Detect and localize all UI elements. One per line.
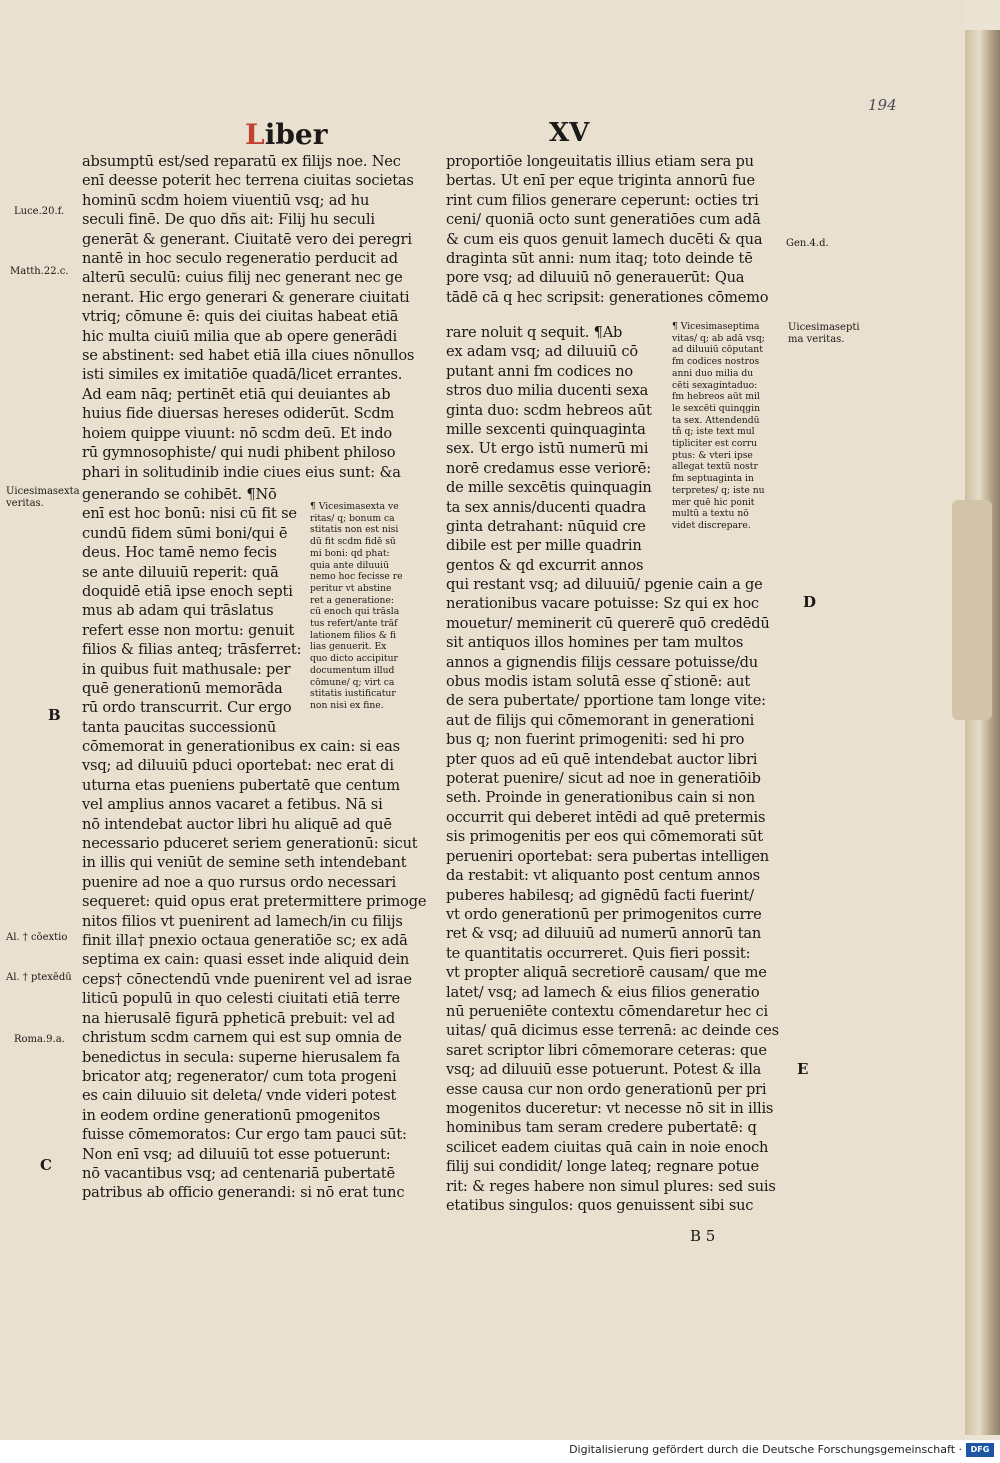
text-line: vel amplius annos vacaret a fetibus. Nā si <box>82 796 383 814</box>
text-line: saret scriptor libri cōmemorare ceteras: que <box>446 1041 767 1059</box>
text-line: de mille sexcētis quinquagin <box>446 479 652 497</box>
liber-initial: L <box>245 118 265 151</box>
note-line: anni duo milia du <box>672 367 754 379</box>
text-line: aut de filijs qui cōmemorant in generationi <box>446 711 755 729</box>
text-line: quē generationū memorāda <box>82 680 283 698</box>
text-line: in eodem ordine generationū pmogenitos <box>82 1106 381 1124</box>
text-line: seculi finē. De quo dñs ait: Filij hu seculi <box>82 211 375 229</box>
text-line: bertas. Ut enī per eque triginta annorū fue <box>446 172 755 190</box>
text-line: draginta sūt anni: num itaq; toto deinde tē <box>446 250 753 268</box>
text-line: deus. Hoc tamē nemo fecis <box>82 544 277 562</box>
note-line: vitas/ q; ab adā vsq; <box>672 332 765 344</box>
text-line: phari in solitudinib indie ciues eius sunt: &a <box>82 463 401 481</box>
note-line: ¶ Vicesimaseptima <box>672 321 760 332</box>
text-line: perueniri oportebat: sera pubertas intelligen <box>446 847 769 865</box>
note-line: ad diluuiū cōputant <box>672 344 763 356</box>
text-line: tādē cā q hec scripsit: generationes cōmemo <box>446 288 769 306</box>
signature-mark: B 5 <box>690 1227 716 1245</box>
text-line: bricator atq; regenerator/ cum tota progeni <box>82 1067 397 1085</box>
margin-ref-matth: Matth.22.c. <box>10 266 69 277</box>
bookmark-tab <box>952 500 992 720</box>
text-line: ceps† cōnectendū vnde puenirent vel ad israe <box>82 970 412 988</box>
text-line: mouetur/ meminerit cū quererē quō credēdū <box>446 614 770 632</box>
note-line: quo dicto accipitur <box>310 653 398 665</box>
margin-line: Uicesimasepti <box>788 322 860 333</box>
text-line: Non enī vsq; ad diluuiū tot esse potuerunt: <box>82 1145 391 1163</box>
running-head-liber <box>245 118 327 151</box>
margin-line: veritas. <box>6 498 44 509</box>
text-line: vt propter aliquā secretiorē causam/ que me <box>446 964 767 982</box>
text-line: rare noluit q sequit. ¶Ab <box>446 324 623 341</box>
text-line: cōmemorat in generationibus ex cain: si eas <box>82 738 400 755</box>
note-line: fm hebreos aūt mil <box>672 391 760 403</box>
text-line: norē credamus esse veriorē: <box>446 459 651 477</box>
text-line: poterat puenire/ sicut ad noe in generatiōib <box>446 770 761 788</box>
note-line: allegat textū nostr <box>672 461 758 473</box>
text-line: hominibus tam seram credere pubertatē: q <box>446 1119 757 1137</box>
text-line: de sera pubertate/ pportione tam longe vite: <box>446 692 766 710</box>
folio-number: 194 <box>868 96 897 114</box>
text-line: vsq; ad diluuiū pduci oportebat: nec erat di <box>82 757 394 775</box>
text-line: nitos filios vt puenirent ad lamech/in cu filijs <box>82 912 403 930</box>
text-line: doquidē etiā ipse enoch septi <box>82 583 293 601</box>
text-line: esse causa cur non ordo generationū per pri <box>446 1080 767 1098</box>
margin-ref-luce: Luce.20.f. <box>14 206 65 217</box>
text-line: proportiōe longeuitatis illius etiam sera pu <box>446 153 754 170</box>
text-line: nerationibus vacare potuisse: Sz qui ex hoc <box>446 595 759 613</box>
text-line: vsq; ad diluuiū esse potuerunt. Potest & illa <box>446 1061 762 1079</box>
note-line: documentum illud <box>310 664 395 676</box>
note-line: ritas/ q; bonum ca <box>310 512 395 524</box>
section-letter-b: B <box>48 706 61 724</box>
text-line: generando se cohibēt. ¶Nō <box>82 486 277 503</box>
text-line: etatibus singulos: quos genuissent sibi suc <box>446 1197 754 1214</box>
text-line: huius fide diuersas hereses odiderūt. Scdm <box>82 405 395 423</box>
note-line: fm codices nostros <box>672 356 760 368</box>
text-line: hic multa ciuiū milia que ab opere generādi <box>82 327 397 345</box>
note-line: non nisi ex fine. <box>310 699 384 711</box>
text-line: ceni/ quoniā octo sunt generatiōes cum adā <box>446 211 761 229</box>
text-line: se ante diluuiū reperit: quā <box>82 563 279 581</box>
margin-ref-al-ptexedu: Al. † ptexēdū <box>6 972 72 983</box>
note-line: terpretes/ q; iste nu <box>672 484 765 496</box>
note-line: multū a textu nō <box>672 508 749 520</box>
note-line: tus refert/ante trāf <box>310 618 398 630</box>
dfg-logo: DFG <box>966 1443 994 1457</box>
text-line: cundū fidem sūmi boni/qui ē <box>82 524 288 542</box>
text-line: es cain diluuio sit deleta/ vnde videri potest <box>82 1087 397 1105</box>
text-line: latet/ vsq; ad lamech & eius filios generatio <box>446 983 760 1001</box>
text-line: mille sexcenti quinquaginta <box>446 421 646 439</box>
text-line: se abstinent: sed habet etiā illa ciues nōnullos <box>82 347 415 365</box>
text-line: in illis qui veniūt de semine seth intendebant <box>82 854 407 872</box>
right-column-lower <box>446 575 779 1215</box>
footer-bar <box>0 1440 1000 1463</box>
text-line: alterū seculū: cuius filij nec generant nec ge <box>82 269 403 287</box>
note-line: dū fit scdm fidē sū <box>310 536 396 548</box>
text-line: te quantitatis occurreret. Quis fieri possit: <box>446 944 751 962</box>
margin-ref-roma: Roma.9.a. <box>14 1034 65 1045</box>
text-line: mogenitos duceretur: vt necesse nō sit in illis <box>446 1099 774 1117</box>
text-line: bus q; non fuerint primogeniti: sed hi pro <box>446 731 745 749</box>
margin-line: ma veritas. <box>788 334 845 345</box>
text-line: christum scdm carnem qui est sup omnia de <box>82 1029 402 1047</box>
text-line: septima ex cain: quasi esset inde aliquid dein <box>82 951 410 969</box>
text-line: sex. Ut ergo istū numerū mi <box>446 440 649 458</box>
note-line: stitatis non est nisi <box>310 524 399 536</box>
text-line: ret & vsq; ad diluuiū ad numerū annorū tan <box>446 925 762 943</box>
text-line: hominū scdm hoiem viuentiū vsq; ad hu <box>82 191 370 209</box>
text-line: puenire ad noe a quo rursus ordo necessari <box>82 873 397 891</box>
right-column-narrow <box>446 323 652 575</box>
text-line: nerant. Hic ergo generari & generare ciuitati <box>82 288 410 306</box>
note-line: ta sex. Attendendū <box>672 414 760 426</box>
text-line: pore vsq; ad diluuiū nō generauerūt: Qua <box>446 269 745 287</box>
text-line: nō vacantibus vsq; ad centenariā pubertatē <box>82 1164 395 1182</box>
text-line: pter quos ad eū quē intendebat auctor libri <box>446 750 758 768</box>
note-line: tñ q; iste text mul <box>672 426 755 438</box>
text-line: filij sui condidit/ longe lateq; regnare potue <box>446 1158 759 1176</box>
text-line: sequeret: quid opus erat pretermittere primoge <box>82 893 427 911</box>
note-line: mer quē hic ponit <box>672 496 755 508</box>
text-line: vtriq; cōmune ē: quis dei ciuitas habeat etiā <box>82 308 399 326</box>
text-line: sis primogenitis per eos qui cōmemorati sūt <box>446 828 763 846</box>
note-line: videt discrepare. <box>672 519 751 531</box>
text-line: nō intendebat auctor libri hu aliquē ad quē <box>82 815 392 833</box>
note-line: le sexcēti quinqgin <box>672 402 761 414</box>
margin-ref-vicesima-septima <box>788 322 860 346</box>
note-line: ptus: & vteri ipse <box>672 449 753 461</box>
text-line: uturna etas pueniens pubertatē que centum <box>82 776 400 794</box>
margin-ref-gen: Gen.4.d. <box>786 238 829 249</box>
margin-line: Uicesimasexta <box>6 486 80 497</box>
liber-rest: iber <box>264 118 328 151</box>
note-line: nemo hoc fecisse re <box>310 571 403 583</box>
text-line: rū ordo transcurrit. Cur ergo <box>82 699 292 717</box>
note-line: mi boni: qd phat: <box>310 547 390 559</box>
text-line: liticū populū in quo celesti ciuitati etiā terre <box>82 990 400 1008</box>
text-line: filios & filias anteq; trāsferret: <box>82 641 302 659</box>
text-line: finit illa† pnexio octaua generatiōe sc; ex adā <box>82 932 408 950</box>
note-line: stitatis iustificatur <box>310 688 396 700</box>
text-line: enī est hoc bonū: nisi cū fit se <box>82 505 297 523</box>
text-line: generāt & generant. Ciuitatē vero dei peregri <box>82 230 412 248</box>
left-column-lower <box>82 737 426 1203</box>
text-line: dibile est per mille quadrin <box>446 537 642 555</box>
text-line: scilicet eadem ciuitas quā cain in noie enoch <box>446 1138 769 1156</box>
side-note-right <box>672 321 765 532</box>
margin-ref-al-conexio: Al. † cōextio <box>6 932 68 943</box>
note-line: ¶ Vicesimasexta ve <box>310 501 399 512</box>
section-letter-e: E <box>797 1060 809 1078</box>
text-line: refert esse non mortu: genuit <box>82 621 295 639</box>
section-letter-d: D <box>803 593 817 611</box>
text-line: rū gymnosophiste/ qui nudi phibent philoso <box>82 444 396 462</box>
text-line: ginta duo: scdm hebreos aūt <box>446 401 652 419</box>
text-line: absumptū est/sed reparatū ex filijs noe. Nec <box>82 153 401 170</box>
note-line: lationem filios & fi <box>310 629 396 641</box>
text-line: qui restant vsq; ad diluuiū/ pgenie cain a ge <box>446 576 763 593</box>
text-line: stros duo milia ducenti sexa <box>446 382 649 400</box>
note-line: quia ante diluuiū <box>310 559 390 571</box>
text-line: & cum eis quos genuit lamech ducēti & qua <box>446 230 763 248</box>
note-line: peritur vt abstine <box>310 582 392 594</box>
running-head-number: XV <box>549 118 590 148</box>
text-line: nū perueniēte contextu cōmendaretur hec ci <box>446 1002 768 1020</box>
text-line: enī deesse poterit hec terrena ciuitas societas <box>82 172 414 190</box>
text-line: benedictus in secula: superne hierusalem fa <box>82 1048 400 1066</box>
text-line: occurrit qui deberet intēdi ad quē pretermis <box>446 808 766 826</box>
footer-text: Digitalisierung gefördert durch die Deutsche Forschungsgemeinschaft · <box>569 1443 962 1456</box>
text-line: puberes habilesq; ad gignēdū facti fuerint/ <box>446 886 754 904</box>
note-line: fm septuaginta in <box>672 473 754 485</box>
text-line: obus modis istam solutā esse q ̄stionē: aut <box>446 673 750 691</box>
text-line: annos a gignendis filijs cessare potuisse/du <box>446 653 759 671</box>
text-line: Ad eam nāq; pertinēt etiā qui deuiantes ab <box>82 385 391 403</box>
note-line: lias genuerit. Ex <box>310 641 387 653</box>
left-column-top <box>82 152 414 482</box>
text-line: putant anni fm codices no <box>446 362 633 380</box>
text-line: necessario pduceret seriem generationū: sicut <box>82 835 418 853</box>
note-line: cū enoch qui trāsla <box>310 606 400 618</box>
text-line: sit antiquos illos homines per tam multos <box>446 634 744 652</box>
text-line: na hierusalē figurā ppheticā prebuit: vel ad <box>82 1009 396 1027</box>
text-line: uitas/ quā dicimus esse terrenā: ac deinde ces <box>446 1022 779 1040</box>
text-line: rit: & reges habere non simul plures: sed suis <box>446 1177 776 1195</box>
text-line: isti similes ex imitatiōe quadā/licet errantes. <box>82 366 403 384</box>
text-line: mus ab adam qui trāslatus <box>82 602 274 620</box>
note-line: tipliciter est corru <box>672 438 758 450</box>
right-column-top <box>446 152 768 307</box>
note-line: ret a generatione: <box>310 594 394 606</box>
text-line: hoiem quippe viuunt: nō scdm deū. Et indo <box>82 424 392 442</box>
text-line: gentos & qd excurrit annos <box>446 556 644 574</box>
text-line: in quibus fuit mathusale: per <box>82 660 291 678</box>
text-line: ex adam vsq; ad diluuiū cō <box>446 343 638 361</box>
text-line: patribus ab officio generandi: si nō erat tunc <box>82 1184 405 1202</box>
text-line: ta sex annis/ducenti quadra <box>446 498 646 516</box>
text-line: vt ordo generationū per primogenitos curre <box>446 905 762 923</box>
side-note-left <box>310 501 403 712</box>
note-line: cōmune/ q; virt ca <box>310 676 395 688</box>
section-letter-c: C <box>40 1156 52 1174</box>
text-line: tanta paucitas successionū <box>82 718 277 736</box>
page-edge <box>965 30 1000 1435</box>
left-column-narrow <box>82 485 301 737</box>
text-line: da restabit: vt aliquanto post centum annos <box>446 867 760 885</box>
margin-ref-vicesima-sexta <box>6 486 80 510</box>
text-line: rint cum filios generare ceperunt: octies tri <box>446 191 759 209</box>
text-line: seth. Proinde in generationibus cain si non <box>446 789 755 807</box>
text-line: fuisse cōmemoratos: Cur ergo tam pauci sūt: <box>82 1126 407 1144</box>
note-line: cēti sexagintaduo: <box>672 379 758 391</box>
text-line: ginta detrahant: nūquid cre <box>446 518 646 536</box>
text-line: nantē in hoc seculo regeneratio perducit ad <box>82 250 398 268</box>
